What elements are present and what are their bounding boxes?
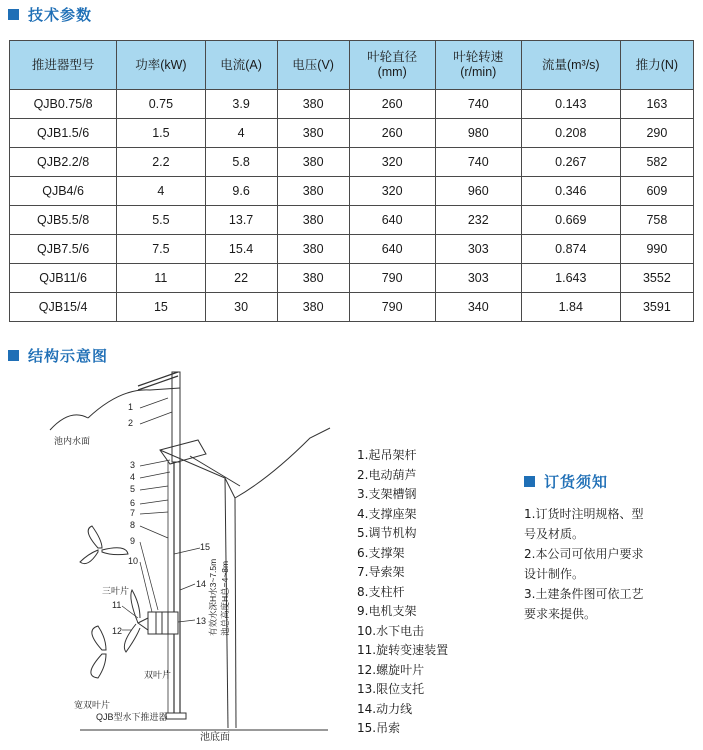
legend-item: 1.起吊架杆	[357, 448, 417, 462]
table-cell: 9.6	[205, 177, 277, 206]
order-note-line: 1.订货时注明规格、型	[524, 507, 644, 521]
table-cell: 380	[277, 148, 349, 177]
callout-6: 6	[130, 498, 136, 508]
table-cell: 0.346	[521, 177, 620, 206]
header-line: 电流(A)	[220, 57, 262, 72]
table-cell: 2.2	[117, 148, 205, 177]
table-cell: 3591	[620, 293, 693, 322]
table-cell: 11	[117, 264, 205, 293]
callout-15: 15	[200, 542, 211, 552]
pool-bottom-label: 池底面	[200, 732, 230, 743]
table-cell: QJB4/6	[10, 177, 117, 206]
table-cell: QJB11/6	[10, 264, 117, 293]
legend-item: 6.支撑架	[357, 545, 405, 560]
table-cell: 5.8	[205, 148, 277, 177]
table-cell: 1.84	[521, 293, 620, 322]
callout-12: 12	[112, 626, 123, 636]
table-cell: QJB1.5/6	[10, 119, 117, 148]
legend-item: 10.水下电击	[357, 623, 425, 638]
table-cell: 3.9	[205, 90, 277, 119]
legend-item: 8.支柱杆	[357, 584, 405, 599]
callout-8: 8	[130, 520, 136, 530]
legend-item: 12.螺旋叶片	[357, 662, 425, 677]
table-cell: 640	[349, 235, 435, 264]
square-bullet-icon	[524, 476, 535, 487]
table-cell: 380	[277, 177, 349, 206]
table-cell: 0.75	[117, 90, 205, 119]
table-cell: 290	[620, 119, 693, 148]
table-cell: 380	[277, 90, 349, 119]
header-line: (mm)	[377, 65, 407, 79]
legend-item: 3.支架槽钢	[357, 487, 417, 501]
table-row	[10, 235, 694, 264]
header-line: 叶轮直径	[367, 50, 418, 64]
callout-14: 14	[196, 579, 207, 589]
table-cell: 380	[277, 235, 349, 264]
legend-item: 15.吊索	[357, 721, 401, 735]
legend-item: 11.旋转变速装置	[357, 643, 449, 657]
order-note-line: 2.本公司可依用户要求	[524, 547, 644, 561]
table-header-cell	[521, 41, 620, 90]
legend-item: 5.调节机构	[357, 526, 417, 540]
order-note-line: 号及材质。	[524, 527, 585, 541]
table-header-cell	[117, 41, 205, 90]
table-cell: 380	[277, 119, 349, 148]
square-bullet-icon	[8, 9, 19, 20]
table-row	[10, 90, 694, 119]
table-cell: 30	[205, 293, 277, 322]
legend-item: 4.支撑座架	[357, 506, 417, 521]
table-row	[10, 177, 694, 206]
legend-item: 9.电机支架	[357, 604, 417, 618]
square-bullet-icon	[8, 350, 19, 361]
order-note	[524, 504, 694, 544]
table-cell: QJB2.2/8	[10, 148, 117, 177]
order-notes-list	[524, 504, 694, 624]
header-line: 推力(N)	[635, 57, 679, 72]
table-cell: 740	[435, 148, 521, 177]
table-cell: 960	[435, 177, 521, 206]
header-line: (r/min)	[460, 65, 497, 79]
table-header-cell	[10, 41, 117, 90]
wide-two-blade-label: 宽双叶片	[74, 700, 111, 710]
table-cell: 0.874	[521, 235, 620, 264]
callout-3: 3	[130, 460, 136, 470]
legend-item: 2.电动葫芦	[357, 467, 417, 482]
table-cell: 163	[620, 90, 693, 119]
table-header-cell	[620, 41, 693, 90]
order-notes-section	[524, 470, 694, 624]
table-cell: 980	[435, 119, 521, 148]
structure-diagram-svg	[40, 368, 340, 746]
pool-height-label: 池总高度H总=4~8m	[220, 560, 230, 636]
table-cell: 303	[435, 235, 521, 264]
table-cell: 380	[277, 293, 349, 322]
callout-1: 1	[128, 402, 134, 412]
table-cell: QJB7.5/6	[10, 235, 117, 264]
header-line: 推进器型号	[31, 57, 95, 72]
table-cell: 0.143	[521, 90, 620, 119]
order-note	[524, 584, 694, 624]
table-row	[10, 148, 694, 177]
table-cell: 22	[205, 264, 277, 293]
table-cell: 0.208	[521, 119, 620, 148]
table-cell: 232	[435, 206, 521, 235]
table-cell: 990	[620, 235, 693, 264]
order-note-line: 设计制作。	[524, 567, 585, 581]
section-title-structure: 结构示意图	[8, 344, 108, 366]
header-line: 电压(V)	[292, 57, 334, 72]
table-cell: 0.669	[521, 206, 620, 235]
table-cell: 4	[205, 119, 277, 148]
table-cell: 260	[349, 90, 435, 119]
order-note	[524, 544, 694, 584]
table-cell: 15.4	[205, 235, 277, 264]
three-blade-label: 三叶片	[102, 586, 130, 596]
table-row	[10, 206, 694, 235]
order-note-line: 3.土建条件图可依工艺	[524, 587, 644, 601]
table-cell: 790	[349, 293, 435, 322]
table-cell: 758	[620, 206, 693, 235]
order-note-line: 要求来提供。	[524, 607, 597, 621]
table-cell: 1.5	[117, 119, 205, 148]
table-cell: QJB5.5/8	[10, 206, 117, 235]
table-cell: 5.5	[117, 206, 205, 235]
table-cell: 340	[435, 293, 521, 322]
header-line: 流量(m³/s)	[541, 57, 600, 72]
callout-11: 11	[112, 600, 122, 610]
table-cell: 320	[349, 177, 435, 206]
structure-diagram	[40, 368, 340, 746]
table-row	[10, 119, 694, 148]
callout-13: 13	[196, 616, 207, 626]
table-cell: 7.5	[117, 235, 205, 264]
table-header-cell	[349, 41, 435, 90]
legend-item: 14.动力线	[357, 701, 413, 716]
callout-5: 5	[130, 484, 136, 494]
table-header-cell	[277, 41, 349, 90]
table-body	[10, 90, 694, 322]
table-cell: 320	[349, 148, 435, 177]
table-cell: 0.267	[521, 148, 620, 177]
specs-table	[9, 40, 694, 322]
table-row	[10, 293, 694, 322]
two-blade-label: 双叶片	[144, 670, 172, 680]
header-line: 功率(kW)	[135, 57, 187, 72]
table-cell: 13.7	[205, 206, 277, 235]
table-cell: QJB0.75/8	[10, 90, 117, 119]
header-line: 叶轮转速	[453, 50, 504, 64]
table-cell: 1.643	[521, 264, 620, 293]
section-title-specs: 技术参数	[8, 3, 92, 25]
table-cell: 740	[435, 90, 521, 119]
table-header-cell	[205, 41, 277, 90]
parts-legend	[357, 446, 448, 739]
table-header-row	[10, 41, 694, 90]
product-label: QJB型水下推进器	[96, 712, 168, 722]
table-row	[10, 264, 694, 293]
table-cell: 15	[117, 293, 205, 322]
water-depth-label: 有效水深H水3~7.5m	[208, 558, 218, 636]
table-cell: 4	[117, 177, 205, 206]
table-cell: 790	[349, 264, 435, 293]
table-cell: 3552	[620, 264, 693, 293]
water-surface-label: 池内水面	[54, 436, 91, 446]
callout-2: 2	[128, 418, 134, 428]
table-cell: 609	[620, 177, 693, 206]
legend-item: 13.限位支托	[357, 682, 425, 696]
table-cell: 640	[349, 206, 435, 235]
callout-9: 9	[130, 536, 136, 546]
section-title-order: 订货须知	[524, 470, 694, 492]
callout-7: 7	[130, 508, 136, 518]
legend-item: 7.导索架	[357, 565, 405, 579]
table-cell: 380	[277, 206, 349, 235]
callout-4: 4	[130, 472, 136, 482]
callout-10: 10	[128, 556, 139, 566]
table-cell: 582	[620, 148, 693, 177]
table-header-cell	[435, 41, 521, 90]
table-cell: 260	[349, 119, 435, 148]
table-cell: 303	[435, 264, 521, 293]
table-cell: QJB15/4	[10, 293, 117, 322]
table-cell: 380	[277, 264, 349, 293]
